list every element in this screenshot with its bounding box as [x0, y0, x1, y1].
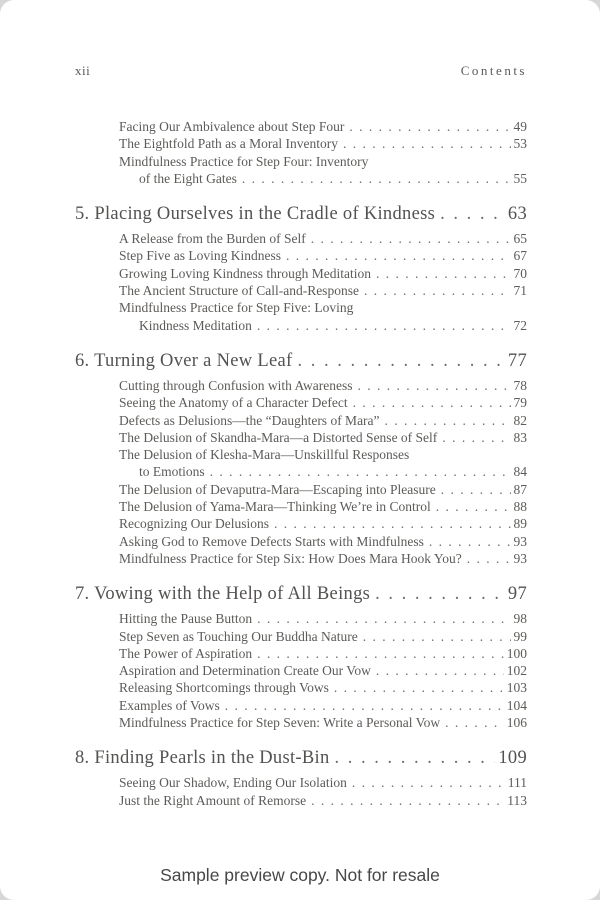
dot-leader	[353, 394, 511, 411]
page-number: 84	[513, 464, 527, 480]
dot-leader	[358, 377, 511, 394]
entry-title: Just the Right Amount of Remorse	[119, 792, 307, 808]
toc-entry	[75, 645, 527, 662]
page-number: 72	[513, 317, 527, 333]
entry-title: The Delusion of Devaputra-Mara—Escaping into Pleasure	[119, 481, 436, 497]
page-number: 70	[513, 265, 527, 281]
toc-entry	[75, 550, 527, 567]
page-number: 49	[513, 119, 527, 134]
entry-title: Step Five as Loving Kindness	[119, 248, 281, 264]
page-number: 93	[513, 533, 527, 549]
dot-leader	[334, 679, 504, 696]
dot-leader	[274, 515, 511, 532]
entry-title: 7. Vowing with the Help of All Beings	[75, 584, 371, 605]
page-number: 111	[507, 775, 527, 791]
entry-title: The Eightfold Path as a Moral Inventory	[119, 136, 338, 152]
chapter-heading	[75, 582, 527, 606]
dot-leader	[210, 463, 511, 480]
page-number: 77	[507, 350, 527, 371]
toc-entry	[75, 377, 527, 394]
page-number: 79	[513, 395, 527, 411]
toc-entry-line1	[75, 446, 527, 463]
dot-leader	[297, 349, 504, 373]
entry-title: Seeing Our Shadow, Ending Our Isolation	[119, 775, 347, 791]
entry-title: The Power of Aspiration	[119, 645, 253, 661]
toc-entry	[75, 429, 527, 446]
entry-title: Examples of Vows	[119, 697, 220, 713]
page-number: 78	[513, 377, 527, 393]
toc-entry	[75, 135, 527, 152]
toc-entry	[75, 533, 527, 550]
entry-title: Mindfulness Practice for Step Five: Loving	[119, 300, 354, 316]
dot-leader	[376, 265, 511, 282]
page-number: 67	[513, 248, 527, 264]
dot-leader	[441, 481, 511, 498]
entry-title: The Delusion of Klesha-Mara—Unskillful Responses	[119, 447, 410, 463]
entry-title: 5. Placing Ourselves in the Cradle of Kindness	[75, 204, 436, 225]
page-number: 71	[513, 283, 527, 299]
toc-section	[75, 118, 527, 187]
toc-entry	[75, 247, 527, 264]
toc-entry	[75, 662, 527, 679]
entry-title: The Delusion of Skandha-Mara—a Distorted Sense of Self	[119, 429, 438, 445]
entry-title: to Emotions	[139, 464, 205, 480]
page-number: 98	[513, 611, 527, 627]
toc-section	[75, 582, 527, 731]
toc-entry	[75, 792, 527, 809]
page-number: 63	[507, 204, 527, 225]
dot-leader	[436, 498, 511, 515]
toc-entry	[75, 515, 527, 532]
chapter-heading	[75, 202, 527, 226]
entry-title: A Release from the Burden of Self	[119, 231, 306, 247]
running-head	[75, 63, 527, 79]
toc-entry	[75, 394, 527, 411]
dot-leader	[286, 247, 511, 264]
toc-entry	[75, 498, 527, 515]
toc-entry	[75, 282, 527, 299]
page-number: 106	[506, 715, 527, 731]
entry-title: of the Eight Gates	[139, 170, 237, 186]
dot-leader	[335, 746, 496, 770]
toc-entry	[75, 774, 527, 791]
toc-entry-line2	[75, 170, 527, 187]
toc-entry	[75, 714, 527, 731]
toc-entry	[75, 628, 527, 645]
toc-entry	[75, 610, 527, 627]
toc-entry	[75, 697, 527, 714]
entry-title: Mindfulness Practice for Step Four: Inventory	[119, 153, 369, 169]
page-number: 82	[513, 412, 527, 428]
toc-entry-line2	[75, 317, 527, 334]
entry-title: Mindfulness Practice for Step Seven: Write a Personal Vow	[119, 715, 441, 731]
entry-title: Facing Our Ambivalence about Step Four	[119, 119, 345, 134]
dot-leader	[352, 774, 505, 791]
page-number: 109	[498, 748, 527, 769]
dot-leader	[363, 628, 511, 645]
toc-entry-line1	[75, 299, 527, 316]
entry-title: Growing Loving Kindness through Meditation	[119, 265, 371, 281]
page-number: 55	[513, 170, 527, 186]
entry-title: Seeing the Anatomy of a Character Defect	[119, 395, 348, 411]
dot-leader	[242, 170, 511, 187]
toc-entry	[75, 481, 527, 498]
chapter-heading	[75, 349, 527, 373]
dot-leader	[376, 662, 504, 679]
dot-leader	[440, 202, 505, 226]
dot-leader	[343, 135, 511, 152]
dot-leader	[311, 230, 511, 247]
toc-section	[75, 202, 527, 334]
entry-title: Recognizing Our Delusions	[119, 516, 269, 532]
page-number: 53	[513, 136, 527, 152]
page-number: 104	[506, 697, 527, 713]
page-number: 93	[513, 550, 527, 566]
dot-leader	[257, 610, 510, 627]
entry-title: Defects as Delusions—the “Daughters of Mara”	[119, 412, 380, 428]
toc-entry	[75, 412, 527, 429]
toc-section	[75, 746, 527, 809]
dot-leader	[445, 714, 504, 731]
dot-leader	[311, 792, 504, 809]
toc	[75, 118, 527, 809]
entry-title: Releasing Shortcomings through Vows	[119, 680, 329, 696]
page-number: 99	[513, 628, 527, 644]
page-number: 113	[507, 792, 527, 808]
entry-title: 6. Turning Over a New Leaf	[75, 350, 293, 371]
dot-leader	[257, 645, 504, 662]
contents-title: Contents	[460, 63, 527, 78]
toc-entry	[75, 118, 527, 135]
toc-section	[75, 349, 527, 567]
entry-title: Asking God to Remove Defects Starts with Mindfulness	[119, 533, 424, 549]
entry-title: The Delusion of Yama-Mara—Thinking We’re in Control	[119, 499, 431, 515]
dot-leader	[225, 697, 504, 714]
page-number: 102	[506, 663, 527, 679]
entry-title: The Ancient Structure of Call-and-Response	[119, 283, 359, 299]
dot-leader	[364, 282, 511, 299]
entry-title: Step Seven as Touching Our Buddha Nature	[119, 628, 358, 644]
page-number: 65	[513, 231, 527, 247]
page-number: 100	[506, 645, 527, 661]
page-number: 83	[513, 429, 527, 445]
entry-title: Cutting through Confusion with Awareness	[119, 377, 353, 393]
dot-leader	[385, 412, 511, 429]
entry-title: Aspiration and Determination Create Our Vow	[119, 663, 371, 679]
toc-entry	[75, 265, 527, 282]
page-number: 87	[513, 481, 527, 497]
folio-page-number: xii	[75, 63, 91, 78]
entry-title: Kindness Meditation	[139, 317, 252, 333]
toc-entry-line2	[75, 463, 527, 480]
toc-entry-line1	[75, 153, 527, 170]
toc-entry	[75, 679, 527, 696]
chapter-heading	[75, 746, 527, 770]
dot-leader	[375, 582, 505, 606]
dot-leader	[467, 550, 511, 567]
page-number: 89	[513, 516, 527, 532]
dot-leader	[257, 317, 511, 334]
dot-leader	[442, 429, 510, 446]
entry-title: Mindfulness Practice for Step Six: How Does Mara Hook You?	[119, 550, 462, 566]
page-number: 97	[507, 584, 527, 605]
page-number: 88	[513, 499, 527, 515]
toc-entry	[75, 230, 527, 247]
preview-watermark: Sample preview copy. Not for resale	[160, 865, 440, 885]
entry-title: Hitting the Pause Button	[119, 611, 253, 627]
entry-title: 8. Finding Pearls in the Dust-Bin	[75, 748, 330, 769]
dot-leader	[429, 533, 511, 550]
dot-leader	[349, 118, 510, 135]
page-number: 103	[506, 680, 527, 696]
